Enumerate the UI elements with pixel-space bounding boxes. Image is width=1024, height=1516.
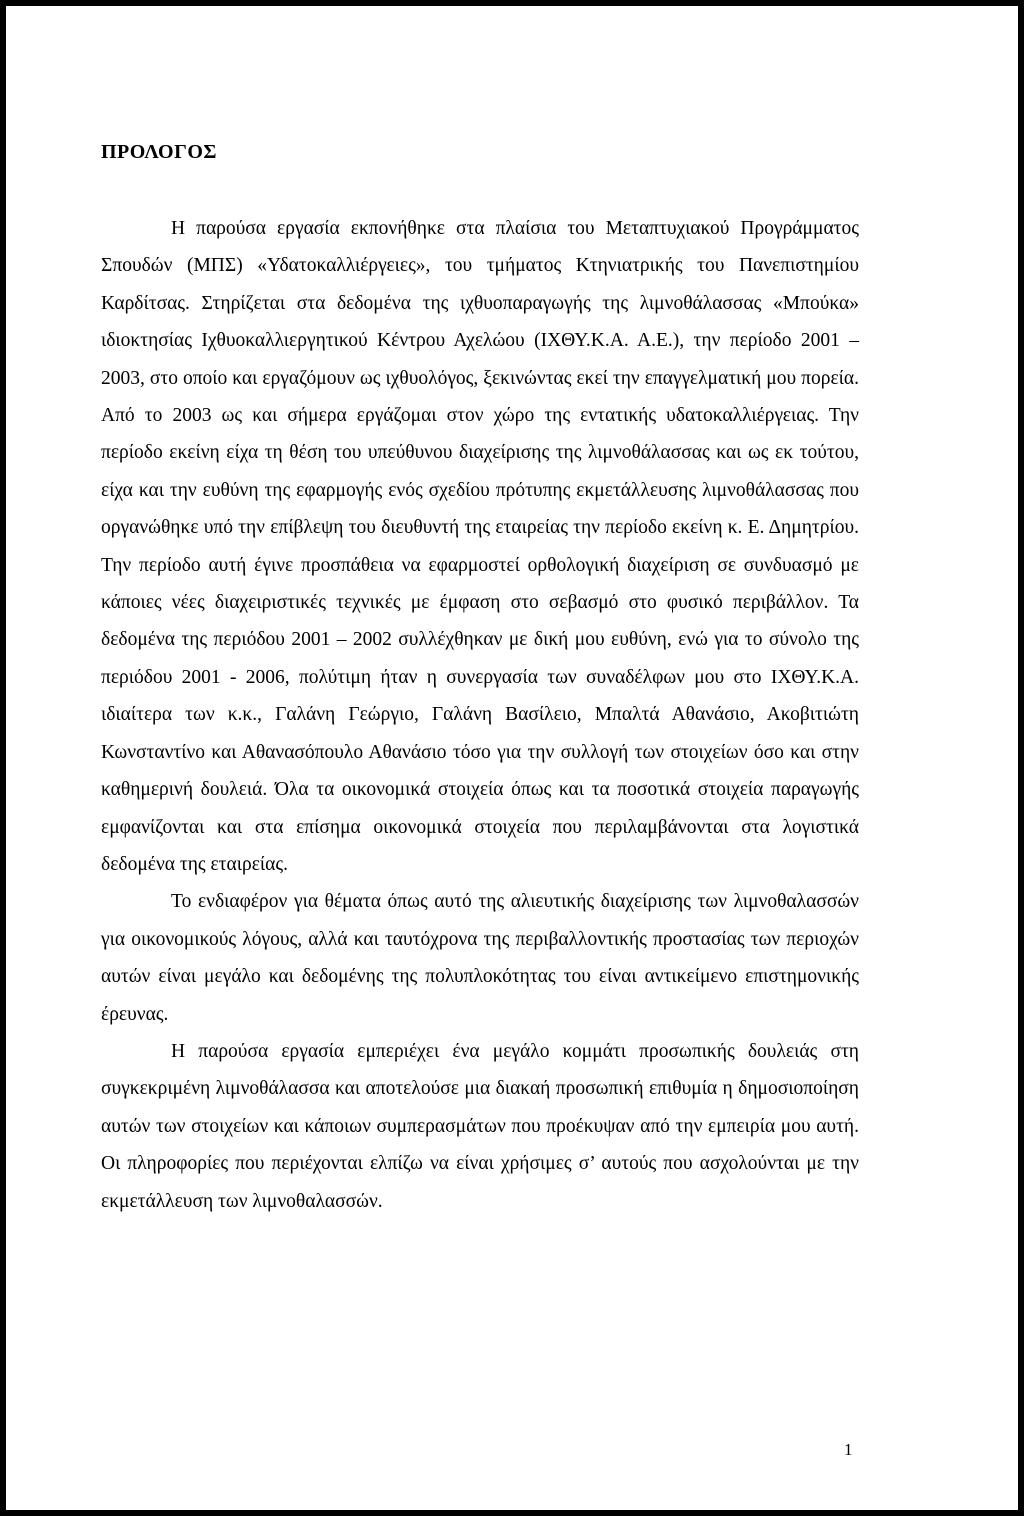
paragraph-2: Το ενδιαφέρον για θέματα όπως αυτό της αλιευτικής διαχείρισης των λιμνοθαλασσών για οικονομικούς λόγους, αλλά και ταυτόχρονα της περιβαλλοντικής προστασίας των περιοχών αυτών είναι μεγάλο και δεδομένης της πολυπλοκότητας του είναι αντικείμενο επιστημονικής έρευνας. [101,891,859,1025]
page-title: ΠΡΟΛΟΓΟΣ [101,141,217,163]
paragraph-1: Η παρούσα εργασία εκπονήθηκε στα πλαίσια του Μεταπτυχιακού Προγράμματος Σπουδών (ΜΠΣ) «Υδατοκαλλιέργειες», του τμήματος Κτηνιατρικής του Πανεπιστημίου Καρδίτσας. Στηρίζεται στα δεδομένα της ιχθυοπαραγωγής της λιμνοθάλασσας «Μπούκα» ιδιοκτησίας Ιχθυοκαλλιεργητικού Κέντρου Αχελώου (ΙΧΘΥ.Κ.Α. Α.Ε.), την περίοδο 2001 – 2003, στο οποίο και εργαζόμουν ως ιχθυολόγος, ξεκινώντας εκεί την επαγγελματική μου πορεία. Από το 2003 ως και σήμερα εργάζομαι στον χώρο της εντατικής υδατοκαλλιέργειας. Την περίοδο εκείνη είχα τη θέση του υπεύθυνου διαχείρισης της λιμνοθάλασσας και ως εκ τούτου, είχα και την ευθύνη της εφαρμογής ενός σχεδίου πρότυπης εκμετάλλευσης λιμνοθάλασσας που οργανώθηκε υπό την επίβλεψη του διευθυντή της εταιρείας την περίοδο εκείνη κ. Ε. Δημητρίου. Την περίοδο αυτή έγινε προσπάθεια να εφαρμοστεί ορθολογική διαχείριση σε συνδυασμό με κάποιες νέες διαχειριστικές τεχνικές με έμφαση στο σεβασμό στο φυσικό περιβάλλον. Τα δεδομένα της περιόδου 2001 – 2002 συλλέχθηκαν με δική μου ευθύνη, ενώ για το σύνολο της περιόδου 2001 - 2006, πολύτιμη ήταν η συνεργασία των συναδέλφων μου στο ΙΧΘΥ.Κ.Α. ιδιαίτερα των κ.κ., Γαλάνη Γεώργιο, Γαλάνη Βασίλειο, Μπαλτά Αθανάσιο, Ακοβιτιώτη Κωνσταντίνο και Αθανασόπουλο Αθανάσιο τόσο για την συλλογή των στοιχείων όσο και στην καθημερινή δουλειά. Όλα τα οικονομικά στοιχεία όπως και τα ποσοτικά στοιχεία παραγωγής εμφανίζονται και στα επίσημα οικονομικά στοιχεία που περιλαμβάνονται στα λογιστικά δεδομένα της εταιρείας. [101,218,859,875]
page-number: 1 [844,1440,853,1459]
document-body [101,134,859,1220]
paragraph-3: Η παρούσα εργασία εμπεριέχει ένα μεγάλο κομμάτι προσωπικής δουλειάς στη συγκεκριμένη λιμνοθάλασσα και αποτελούσε μια διακαή προσωπική επιθυμία η δημοσιοποίηση αυτών των στοιχείων και κάποιων συμπερασμάτων που προέκυψαν από την εμπειρία μου αυτή. Οι πληροφορίες που περιέχονται ελπίζω να είναι χρήσιμες σ’ αυτούς που ασχολούνται με την εκμετάλλευση των λιμνοθαλασσών. [101,1040,859,1212]
document-page [6,6,1018,1510]
